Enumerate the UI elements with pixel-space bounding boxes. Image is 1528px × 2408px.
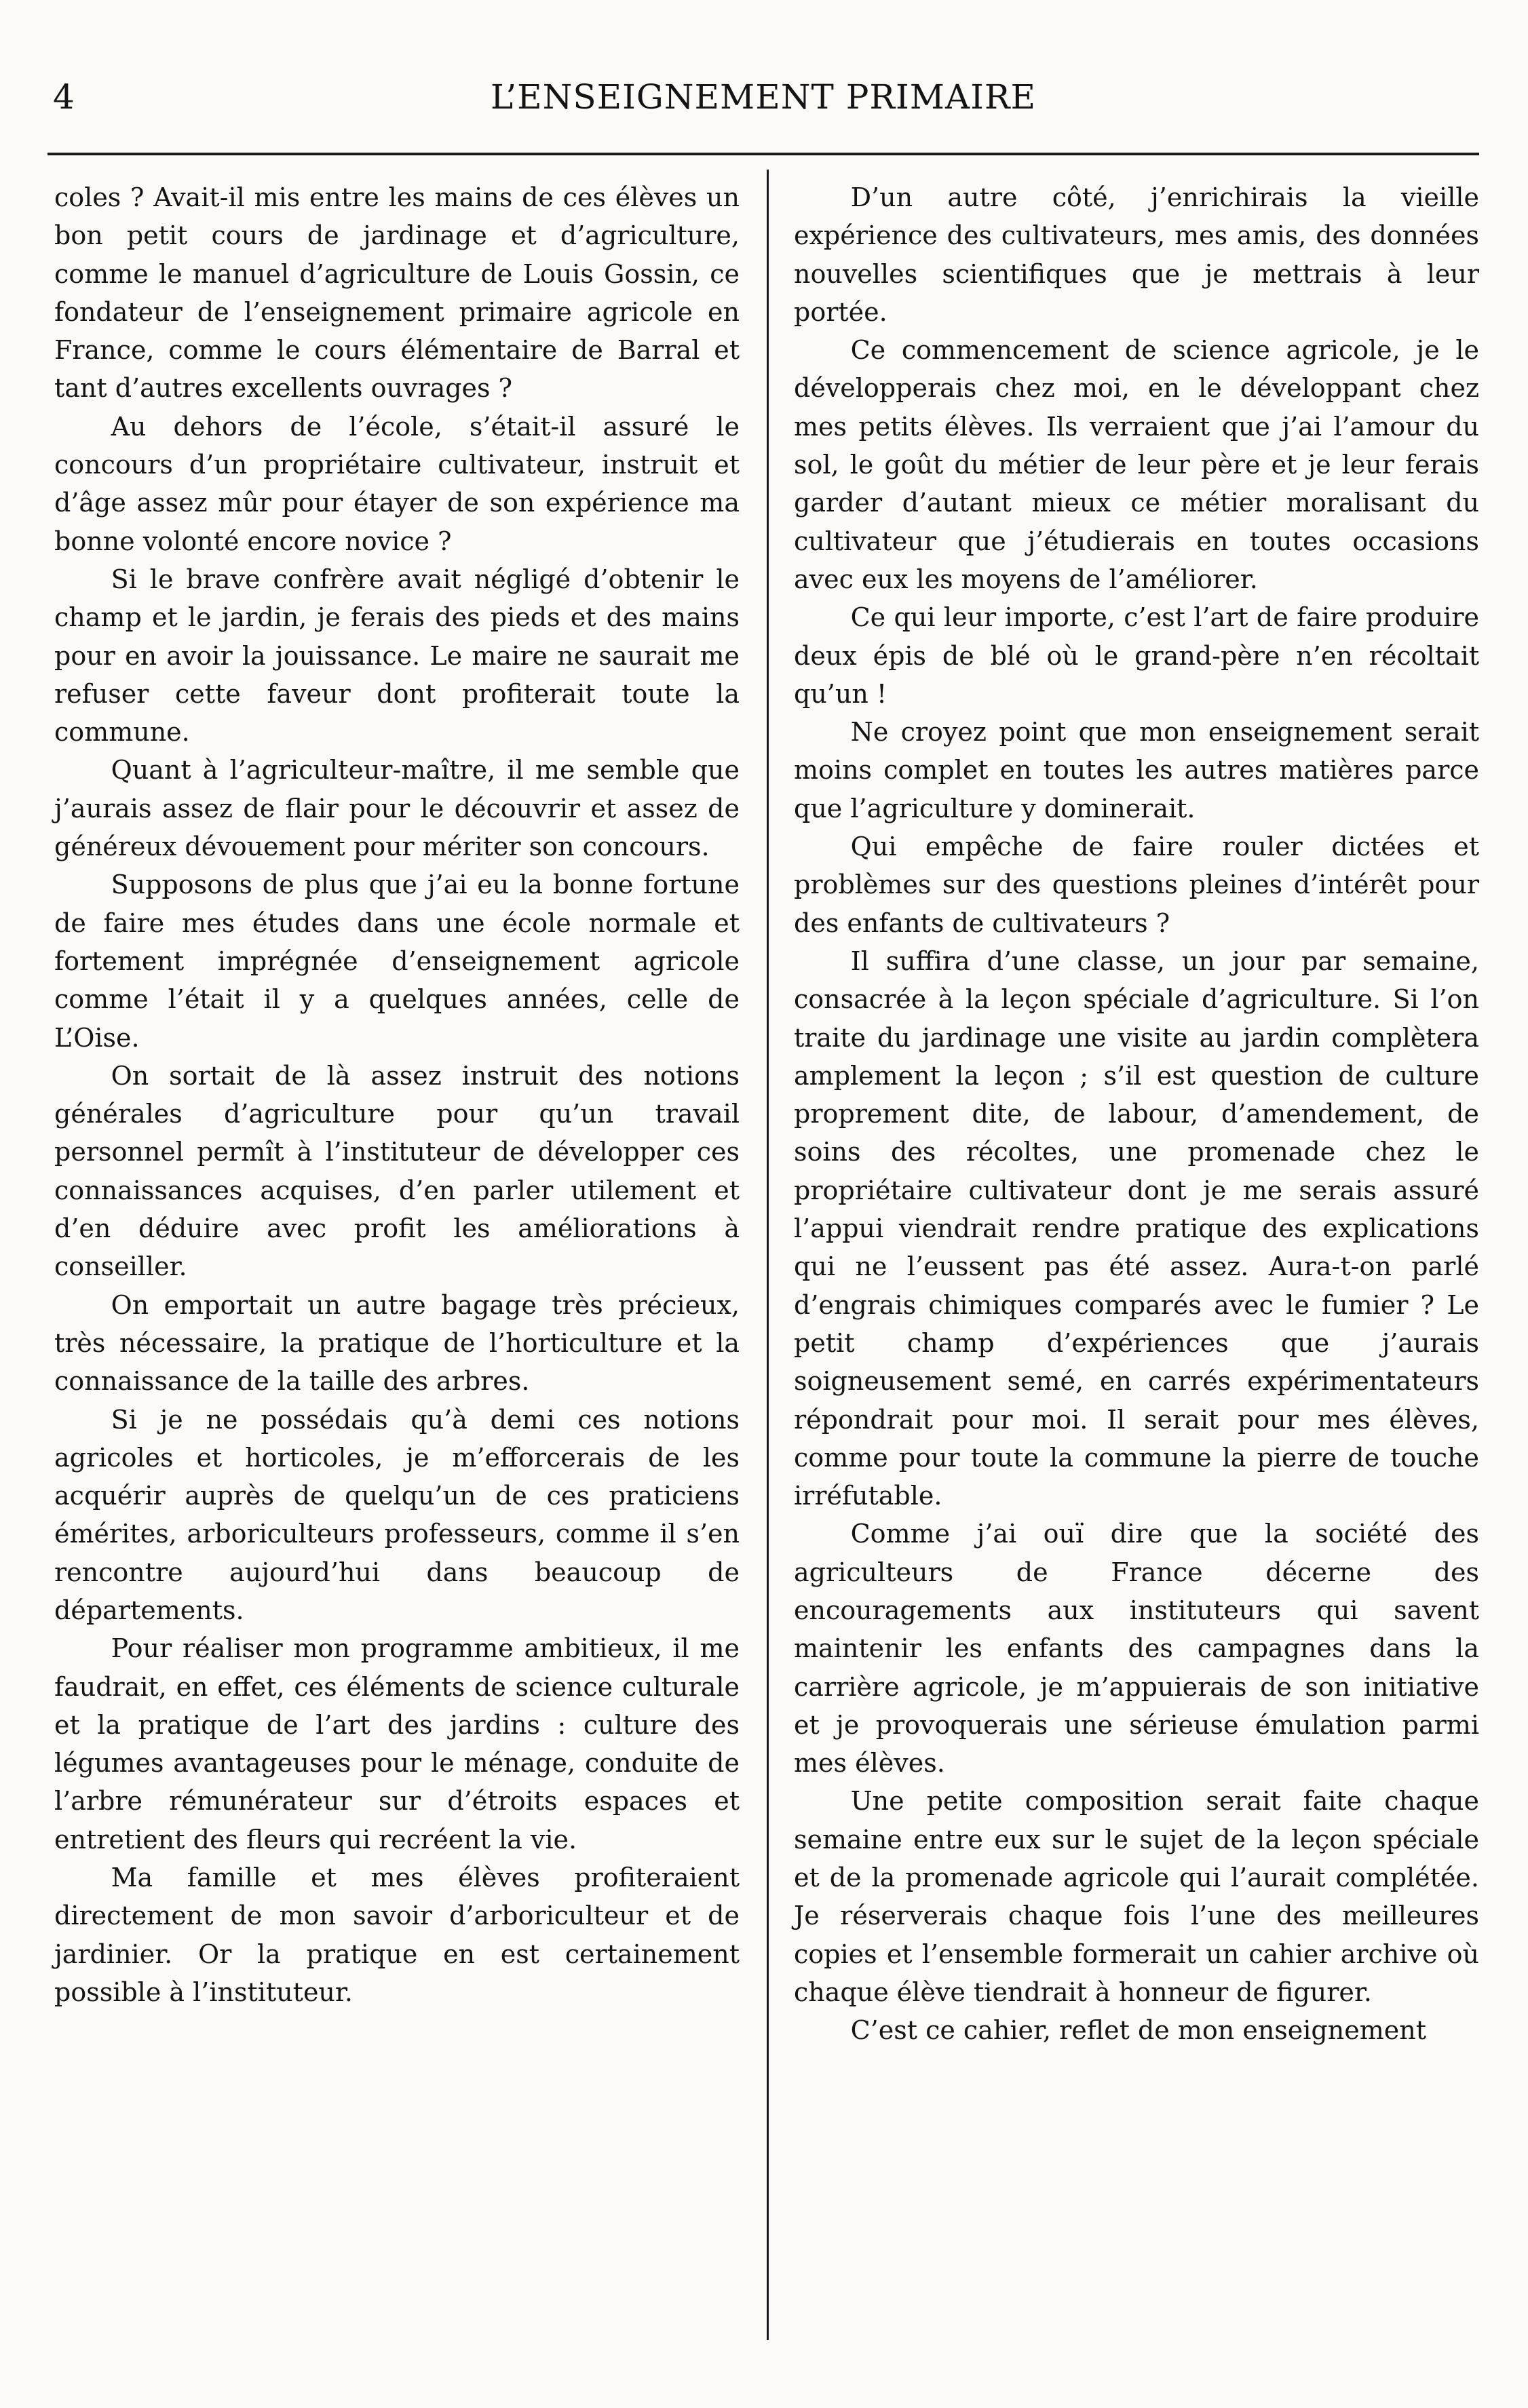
paragraph: Ma famille et mes élèves profiteraient directement de mon savoir d’arboriculteur et de jardinier. Or la pratique en est certainement possible à l’instituteur. [54,1863,740,2007]
paragraph: Si le brave confrère avait négligé d’obtenir le champ et le jardin, je ferais des pieds et des mains pour en avoir la jouissance. Le maire ne saurait me refuser cette faveur dont profiterait toute la commune. [54,564,740,747]
paragraph: Au dehors de l’école, s’était-il assuré le concours d’un propriétaire cultivateur, instruit et d’âge assez mûr pour étayer de son expérience ma bonne volonté encore novice ? [54,411,740,556]
paragraph: coles ? Avait-il mis entre les mains de ces élèves un bon petit cours de jardinage et d’agriculture, comme le manuel d’agriculture de Louis Gossin, ce fondateur de l’enseignement primaire agricole en France, comme le cours élémentaire de Barral et tant d’autres excellents ouvrages ? [54,182,740,404]
page-number: 4 [53,77,75,117]
right-column [794,178,1479,2050]
running-title: L’ENSEIGNEMENT PRIMAIRE [491,77,1036,117]
paragraph: Ce commencement de science agricole, je le développerais chez moi, en le développant chez mes petits élèves. Ils verraient que j’ai l’amour du sol, le goût du métier de leur père et je leur ferais garder d’autant mieux ce métier moralisant du cultivateur que j’étudierais en toutes occasions avec eux les moyens de l’améliorer. [794,335,1479,594]
column-divider [767,170,769,2340]
left-column [54,178,740,2011]
page-header [47,64,1479,125]
paragraph: Quant à l’agriculteur-maître, il me semble que j’aurais assez de flair pour le découvrir et assez de généreux dévouement pour mériter son concours. [54,755,740,862]
paragraph: Si je ne possédais qu’à demi ces notions agricoles et horticoles, je m’efforcerais de les acquérir auprès de quelqu’un de ces praticiens émérites, arboriculteurs professeurs, comme il s’en rencontre aujourd’hui dans beaucoup de départements. [54,1404,740,1625]
paragraph: On emportait un autre bagage très précieux, très nécessaire, la pratique de l’horticulture et la connaissance de la taille des arbres. [54,1289,740,1397]
paragraph: On sortait de là assez instruit des notions générales d’agriculture pour qu’un travail personnel permît à l’instituteur de développer ces connaissances acquises, d’en parler utilement et d’en déduire avec profit les améliorations à conseiller. [54,1060,740,1282]
paragraph: Ce qui leur importe, c’est l’art de faire produire deux épis de blé où le grand-père n’en récoltait qu’un ! [794,602,1479,709]
paragraph: Qui empêche de faire rouler dictées et problèmes sur des questions pleines d’intérêt pour des enfants de cultivateurs ? [794,832,1479,938]
paragraph: Pour réaliser mon programme ambitieux, il me faudrait, en effet, ces éléments de science culturale et la pratique de l’art des jardins : culture des légumes avantageuses pour le ménage, conduite de l’arbre rémunérateur sur d’étroits espaces et entretient des fleurs qui recréent la vie. [54,1633,740,1854]
page [47,64,1479,2371]
paragraph: Il suffira d’une classe, un jour par semaine, consacrée à la leçon spéciale d’agriculture. Si l’on traite du jardinage une visite au jardin complètera amplement la leçon ; s’il est question de culture proprement dite, de labour, d’amendement, de soins des récoltes, une promenade chez le propriétaire cultivateur dont je me serais assuré l’appui viendrait rendre pratique des explications qui ne l’eussent pas été assez. Aura-t-on parlé d’engrais chimiques comparés avec le fumier ? Le petit champ d’expériences que j’aurais soigneusement semé, en carrés expérimentateurs répondrait pour moi. Il serait pour mes élèves, comme pour toute la commune la pierre de touche irréfutable. [794,946,1479,1511]
paragraph: D’un autre côté, j’enrichirais la vieille expérience des cultivateurs, mes amis, des données nouvelles scientifiques que je mettrais à leur portée. [794,182,1479,327]
paragraph: Une petite composition serait faite chaque semaine entre eux sur le sujet de la leçon spéciale et de la promenade agricole qui l’aurait complétée. Je réserverais chaque fois l’une des meilleures copies et l’ensemble formerait un cahier archive où chaque élève tiendrait à honneur de figurer. [794,1786,1479,2007]
paragraph: Comme j’ai ouï dire que la société des agriculteurs de France décerne des encouragements aux instituteurs qui savent maintenir les enfants des campagnes dans la carrière agricole, je m’appuierais de son initiative et je provoquerais une sérieuse émulation parmi mes élèves. [794,1519,1479,1779]
paragraph: Ne croyez point que mon enseignement serait moins complet en toutes les autres matières parce que l’agriculture y dominerait. [794,717,1479,823]
paragraph: C’est ce cahier, reflet de mon enseignement [850,2015,1426,2046]
header-rule [47,153,1479,155]
paragraph: Supposons de plus que j’ai eu la bonne fortune de faire mes études dans une école normale et fortement imprégnée d’enseignement agricole comme l’était il y a quelques années, celle de L’Oise. [54,870,740,1053]
